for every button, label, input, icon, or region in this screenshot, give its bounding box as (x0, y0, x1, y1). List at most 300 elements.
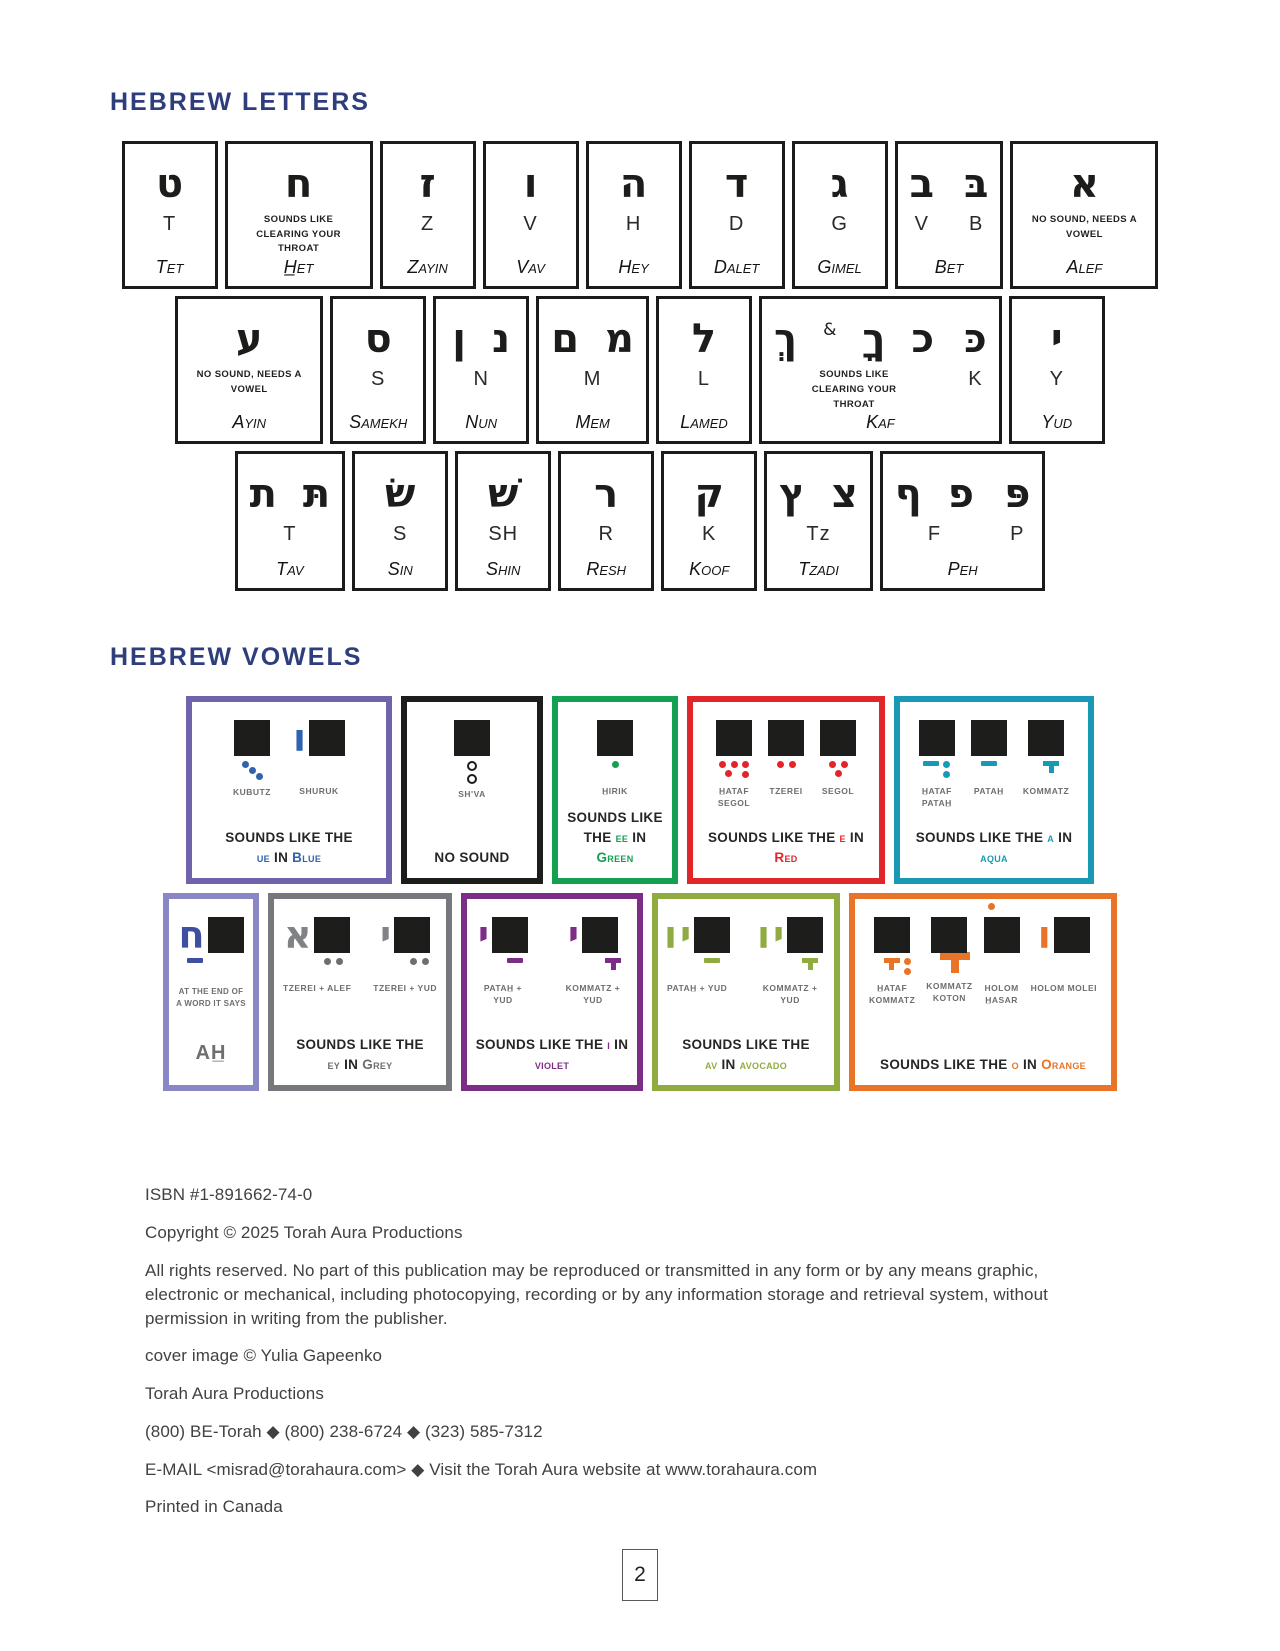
sounds-like-caption (567, 802, 663, 869)
hebrew-letter-glyph: א (283, 913, 312, 958)
sound-example-word: Red (774, 850, 798, 866)
vowel-unit (984, 917, 1020, 1006)
letter-card-koof (661, 451, 757, 591)
letter-card-sin (352, 451, 448, 591)
vowel-dot (904, 968, 911, 975)
letter-name: Alef (1066, 257, 1103, 278)
vowel-unit (597, 720, 633, 797)
letter-card-resh (558, 451, 654, 591)
letter-placeholder-square (454, 720, 490, 756)
letter-card-hey (586, 141, 682, 289)
sound-example-word: avocado (739, 1057, 788, 1073)
caption-text: SOUNDS LIKE THE (225, 829, 353, 845)
caption-text: IN (628, 829, 647, 845)
letter-sound: SOUNDS LIKE CLEARING YOUR THROAT (256, 214, 341, 255)
kamatz-mark (605, 958, 621, 978)
letter-placeholder-square (314, 917, 350, 953)
vowel-name-label: SEGOL (821, 786, 855, 797)
vowel-row (0, 893, 1280, 1091)
hebrew-letter-glyph: ג (830, 161, 849, 207)
sound-example-word: ee (615, 829, 629, 845)
letter-placeholder-square (820, 720, 856, 756)
letter-name: Kaf (866, 412, 895, 433)
letter-sound: M (583, 368, 602, 391)
vowel-unit (283, 913, 352, 994)
vowel-unit (233, 720, 271, 798)
sounds-like-caption (916, 822, 1073, 869)
footer-line: E-MAIL <misrad@torahaura.com> ◆ Visit the Torah Aura website at www.torahaura.com (145, 1459, 818, 1479)
hebrew-letter-glyph: ל (691, 316, 717, 363)
hebrew-letter-glyph: ע (235, 316, 263, 363)
letter-name: Tzadi (798, 559, 839, 580)
letter-card-tet (122, 141, 218, 289)
letter-sound: G (831, 213, 848, 235)
vowel-name-label: HOLOM MOLEI (1030, 983, 1098, 994)
hebrew-vowels-chart (0, 696, 1280, 1091)
vowel-dot (612, 761, 619, 768)
segol-mark (829, 761, 848, 781)
caption-text: IN (269, 850, 293, 866)
hebrew-letter-glyph: ו (664, 913, 678, 958)
patah-dash (187, 958, 203, 963)
vowel-unit (752, 913, 828, 1006)
letter-name: Dalet (713, 257, 760, 278)
vowel-name-label: PATAH̲ (973, 786, 1004, 797)
kamatz-mark (605, 958, 621, 978)
letter-card-tav (235, 451, 346, 591)
vowel-dot (256, 773, 263, 780)
letter-placeholder-square (492, 917, 528, 953)
hebrew-letter-glyph: ט (156, 161, 184, 207)
letter-card-het (225, 141, 373, 289)
letter-sound: V (914, 213, 929, 235)
vowel-dot (719, 761, 726, 768)
kamatz-mark (802, 958, 818, 978)
vowel-box-orange (849, 893, 1117, 1091)
caption-text: IN (1054, 829, 1073, 845)
hebrew-letter-glyph: ת (249, 471, 277, 518)
sound-example-word: violet (534, 1057, 570, 1073)
hataf-segol-mark (719, 761, 749, 781)
vowel-unit (820, 720, 856, 797)
letter-sound: NO SOUND, NEEDS A VOWEL (196, 369, 302, 395)
vowel-dot (249, 767, 256, 774)
letter-card-ayin (175, 296, 323, 444)
letter-name: Bet (934, 257, 964, 278)
vowel-box-black (401, 696, 543, 884)
letter-card-peh (880, 451, 1046, 591)
kamatz-mark (1043, 761, 1059, 781)
vowel-box-avocado (652, 893, 840, 1091)
letter-card-kaf (759, 296, 1002, 444)
sounds-like-caption (225, 822, 353, 869)
caption-text: IN (845, 829, 865, 845)
footer-line: All rights reserved. No part of this publication may be reproduced or transmitted in any form or by any means graphic, electronic or mechanical, including photocopying, recording or by any information storage and retrieval system, without permission in writing from the publisher. (145, 1260, 1048, 1328)
vowel-name-label: PATAH̲ + YUD (483, 983, 523, 1005)
letter-name: Yud (1041, 412, 1073, 433)
kubutz-mark (242, 761, 264, 782)
sound-example-word: e (839, 829, 846, 845)
patah-mark (187, 958, 203, 978)
letter-placeholder-square (919, 720, 955, 756)
hebrew-letter-glyph: בּ (964, 161, 989, 207)
vowel-unit (454, 720, 490, 800)
letter-placeholder-square (597, 720, 633, 756)
vowel-name-label: TZEREI (769, 786, 803, 797)
letter-placeholder-square (874, 917, 910, 953)
letter-name: Sin (387, 559, 413, 580)
hebrew-letter-glyph: ץ (779, 471, 806, 518)
letter-sound: P (1010, 523, 1025, 546)
letter-card-zayin (380, 141, 476, 289)
hirik-mark (612, 761, 619, 781)
caption-text: SOUNDS LIKE THE (296, 1036, 424, 1052)
hataf-patah-mark (923, 761, 950, 781)
letter-sound: V (523, 213, 538, 235)
segol-mark (829, 761, 848, 781)
hebrew-letter-glyph: כּ (964, 316, 987, 363)
sounds-like-caption (296, 1029, 424, 1076)
hebrew-letter-glyph: ו (523, 161, 538, 207)
vowel-unit (768, 720, 804, 797)
hebrew-letter-glyph: תּ (302, 471, 331, 518)
letter-placeholder-square (394, 917, 430, 953)
sound-example-word: Orange (1041, 1057, 1086, 1073)
patah-mark (981, 761, 997, 781)
hebrew-letter-glyph: י (773, 913, 785, 958)
vowel-name-label: PATAH̲ + YUD (666, 983, 728, 994)
hebrew-letter-glyph: ף (894, 471, 922, 518)
tzerei-mark (777, 761, 796, 781)
letter-card-shin (455, 451, 551, 591)
letter-sound: T (162, 213, 177, 235)
hataf-kamatz-mark (884, 958, 911, 978)
letter-name: Mem (575, 412, 610, 433)
hebrew-letter-glyph: ךָ (862, 316, 886, 363)
hebrew-letter-glyph: ר (594, 471, 619, 518)
letter-sound: L (697, 368, 711, 391)
caption-text: SOUNDS LIKE THE (915, 829, 1048, 845)
vowel-unit (555, 913, 631, 1006)
vowel-box-aqua (894, 696, 1094, 884)
sound-example-word: ey (327, 1057, 341, 1073)
letter-card-tzadi (764, 451, 873, 591)
letter-sound: S (371, 368, 386, 391)
caption-text: SOUNDS LIKE (567, 809, 663, 825)
hebrew-letters-chart (0, 141, 1280, 591)
letter-placeholder-square (716, 720, 752, 756)
vowel-dot (943, 771, 950, 778)
caption-text: SOUNDS LIKE THE (475, 1036, 608, 1052)
vowel-unit (1023, 720, 1069, 797)
letter-name: Tet (155, 257, 184, 278)
letter-sound: SOUNDS LIKE CLEARING YOUR THROAT (811, 369, 897, 410)
hebrew-letter-glyph: א (1069, 161, 1099, 207)
vowel-dot (829, 761, 836, 768)
letter-placeholder-square (984, 917, 1020, 953)
sound-example-word: i (607, 1036, 611, 1052)
hebrew-letter-glyph: שׁ (488, 471, 519, 518)
segol-mark (719, 761, 738, 777)
vowels-section-title: HEBREW VOWELS (110, 643, 363, 672)
caption-text: IN (1018, 1057, 1042, 1073)
kamatz-mark (940, 952, 970, 976)
letter-sound: F (927, 523, 942, 546)
sounds-like-caption (476, 1029, 629, 1076)
vowel-unit (926, 917, 972, 1004)
letter-sound: SH (488, 523, 519, 546)
footer-line: ISBN #1-891662-74-0 (145, 1185, 313, 1205)
patah-mark (704, 958, 720, 978)
kamatz-mark (802, 958, 818, 978)
vowel-unit (473, 913, 533, 1006)
hebrew-letter-glyph: ז (419, 161, 436, 207)
hebrew-letter-glyph: י (680, 913, 692, 958)
shva-hollow-mark (467, 761, 477, 784)
letter-card-alef (1010, 141, 1158, 289)
hebrew-letter-glyph: י (477, 913, 490, 958)
letter-name: Ayin (232, 412, 267, 433)
sound-example-word: ue (256, 850, 270, 866)
shva-mark (742, 761, 749, 778)
vowel-unit (1030, 913, 1098, 994)
sound-example-word: Green (596, 850, 634, 866)
vowel-unit (178, 913, 243, 978)
vowel-name-label: TZEREI + ALEF (283, 983, 352, 994)
vowel-box-blue (186, 696, 392, 884)
letter-sound: NO SOUND, NEEDS A VOWEL (1031, 214, 1137, 240)
vowel-unit (716, 720, 752, 809)
vowel-dot (789, 761, 796, 768)
letter-placeholder-square (694, 917, 730, 953)
letter-sound: B (969, 213, 984, 235)
vowel-dot (777, 761, 784, 768)
ah-sound-text: AH̲ (195, 1042, 227, 1065)
hebrew-letter-glyph: ס (364, 316, 392, 363)
caption-text: NO SOUND (434, 850, 510, 866)
letter-sound: H (625, 213, 642, 235)
tzerei-mark (324, 958, 343, 978)
kamatz-mark (1043, 761, 1059, 781)
hebrew-letter-glyph: ח (284, 161, 313, 207)
vowel-unit (869, 917, 915, 1006)
letter-sound: D (728, 213, 745, 235)
vowel-dot (410, 958, 417, 965)
letter-placeholder-square (234, 720, 270, 756)
letter-name: Resh (586, 559, 627, 580)
letter-name: Lamed (680, 412, 728, 433)
sound-example-word: a (1047, 829, 1055, 845)
letter-placeholder-square (971, 720, 1007, 756)
hebrew-letter-glyph: י (567, 913, 580, 958)
hebrew-letter-glyph: ם (551, 316, 580, 363)
patah-mark (507, 958, 523, 978)
letter-card-gimel (792, 141, 888, 289)
hebrew-letter-glyph: ק (694, 471, 724, 518)
letter-placeholder-square (931, 917, 967, 953)
vowel-unit (971, 720, 1007, 797)
letter-row (0, 296, 1280, 444)
vowel-dot (731, 761, 738, 768)
vowel-dot (467, 774, 477, 784)
letter-name: H̲et (283, 257, 314, 278)
caption-text: SOUNDS LIKE THE (880, 1057, 1012, 1073)
hebrew-letter-glyph: ב (909, 161, 934, 207)
vowel-dot (841, 761, 848, 768)
letter-card-nun (433, 296, 529, 444)
letter-name: Gimel (817, 257, 862, 278)
letter-placeholder-square (1028, 720, 1064, 756)
shva-mark (904, 958, 911, 975)
letter-row (0, 451, 1280, 591)
vowel-dot (835, 770, 842, 777)
footer-copyright-block (145, 1183, 1113, 1519)
letter-sound: T (283, 523, 297, 546)
letter-sound: Tz (806, 523, 831, 546)
vowel-name-label: SH'VA (458, 789, 486, 800)
vowel-name-label: KUBUTZ (233, 787, 271, 798)
hebrew-letter-glyph: י (380, 913, 392, 958)
vowel-box-red (687, 696, 885, 884)
patah-dash (981, 761, 997, 766)
letter-card-mem (536, 296, 649, 444)
sounds-like-caption (708, 822, 864, 869)
caption-text: IN (340, 1057, 363, 1073)
letter-placeholder-square (582, 917, 618, 953)
letter-name: Hey (618, 257, 649, 278)
letter-name: Tav (276, 559, 304, 580)
letter-card-vav (483, 141, 579, 289)
letter-placeholder-square (309, 720, 345, 756)
letter-card-lamed (656, 296, 752, 444)
letter-placeholder-square (1054, 917, 1090, 953)
letter-sound: N (473, 368, 489, 391)
vowel-dot (467, 761, 477, 771)
vowel-name-label: KOMMATZ + YUD (565, 983, 621, 1005)
sound-example-word: Grey (362, 1057, 393, 1073)
vowel-box-green (552, 696, 678, 884)
vowel-box-ah (163, 893, 259, 1091)
shva-mark (467, 761, 477, 784)
sound-example-word: aqua (980, 850, 1008, 866)
letter-card-bet (895, 141, 1004, 289)
footer-line: cover image © Yulia Gapeenko (145, 1346, 383, 1366)
letter-placeholder-square (768, 720, 804, 756)
hebrew-letter-glyph: י (1050, 316, 1063, 363)
vowel-box-violet (461, 893, 643, 1091)
footer-line: Torah Aura Productions (145, 1384, 324, 1404)
hebrew-letter-glyph: ד (724, 161, 749, 207)
sounds-like-caption (682, 1029, 810, 1076)
vowel-name-label: H̲ATAF SEGOL (717, 786, 751, 808)
vowel-dot (336, 958, 343, 965)
patah-dash (704, 958, 720, 963)
letter-sound: Y (1049, 368, 1064, 391)
letter-placeholder-square (787, 917, 823, 953)
vowel-name-label: HOLOM H̲ASAR (984, 983, 1019, 1005)
page-number: 2 (622, 1549, 658, 1601)
letter-name: Peh (947, 559, 978, 580)
sounds-like-caption (880, 1049, 1086, 1075)
letter-card-dalet (689, 141, 785, 289)
letter-name: Shin (486, 559, 521, 580)
letter-name: Nun (465, 412, 498, 433)
vowel-unit (664, 913, 730, 994)
hebrew-letter-glyph: מ (605, 316, 634, 363)
letter-placeholder-square (208, 917, 244, 953)
hebrew-letter-glyph: צ (831, 471, 858, 518)
caption-text: SOUNDS LIKE THE (707, 829, 840, 845)
kamatz-katan-mark (940, 952, 970, 976)
hebrew-letter-glyph: ךְ (774, 316, 798, 363)
footer-line: (800) BE-Torah ◆ (800) 238-6724 ◆ (323) 585-7312 (145, 1421, 543, 1441)
sound-example-word: av (704, 1057, 718, 1073)
vowel-name-label: H̲ATAF PATAH̲ (921, 786, 952, 808)
hebrew-letter-glyph: ה (619, 161, 648, 207)
vowel-dot (742, 761, 749, 768)
hebrew-letter-glyph: כ (911, 316, 935, 363)
vowel-name-label: H̲IRIK (602, 786, 628, 797)
sounds-like-caption (434, 842, 509, 868)
hebrew-letter-glyph: פּ (1004, 471, 1031, 518)
hebrew-letter-glyph: ח (178, 913, 205, 958)
patah-dash (507, 958, 523, 963)
hebrew-letter-glyph: שׂ (385, 471, 416, 518)
letter-card-samekh (330, 296, 426, 444)
letter-sound: Z (420, 213, 435, 235)
caption-text: SOUNDS LIKE THE (682, 1036, 810, 1052)
vowel-name-label: KOMMATZ (1022, 786, 1070, 797)
shva-mark (943, 761, 950, 778)
hebrew-letter-glyph: פ (947, 471, 975, 518)
letter-name: Zayin (407, 257, 448, 278)
letter-sound: K (702, 523, 717, 546)
letters-section-title: HEBREW LETTERS (110, 88, 370, 116)
vowel-unit (373, 913, 437, 994)
sound-example-word: o (1011, 1057, 1019, 1073)
letter-card-yud (1009, 296, 1105, 444)
vowel-dot (742, 771, 749, 778)
vowel-unit (292, 716, 345, 797)
letter-sound: K (968, 368, 983, 391)
vowel-unit (919, 720, 955, 809)
caption-text: IN (717, 1057, 740, 1073)
letter-sound: S (393, 523, 408, 546)
letter-name: Samekh (349, 412, 408, 433)
hebrew-letter-glyph: נ (491, 316, 511, 363)
caption-text: THE (583, 829, 616, 845)
vowel-name-label: KOMMATZ + YUD (762, 983, 818, 1005)
letter-sound: R (598, 523, 614, 546)
hebrew-letter-glyph: ן (452, 316, 466, 363)
vowel-name-label: SHURUK (299, 786, 339, 797)
ampersand-separator: & (823, 319, 837, 340)
kamatz-mark (884, 958, 900, 970)
vowel-name-label: TZEREI + YUD (373, 983, 437, 994)
hebrew-letter-glyph: ו (757, 913, 771, 958)
sound-example-word: Blue (292, 850, 322, 866)
vowel-name-label: H̲ATAF KOMMATZ (868, 983, 916, 1005)
vowel-dot (725, 770, 732, 777)
vowel-name-label: KOMMATZ KOTON (926, 981, 973, 1003)
end-of-word-note: AT THE END OF A WORD IT SAYS (176, 987, 246, 1009)
vowel-dot (242, 761, 249, 768)
vowel-dot (422, 958, 429, 965)
caption-text: IN (610, 1036, 629, 1052)
footer-line: Copyright © 2025 Torah Aura Productions (145, 1223, 463, 1243)
footer-line: Printed in Canada (145, 1497, 283, 1517)
tzerei-mark (410, 958, 429, 978)
